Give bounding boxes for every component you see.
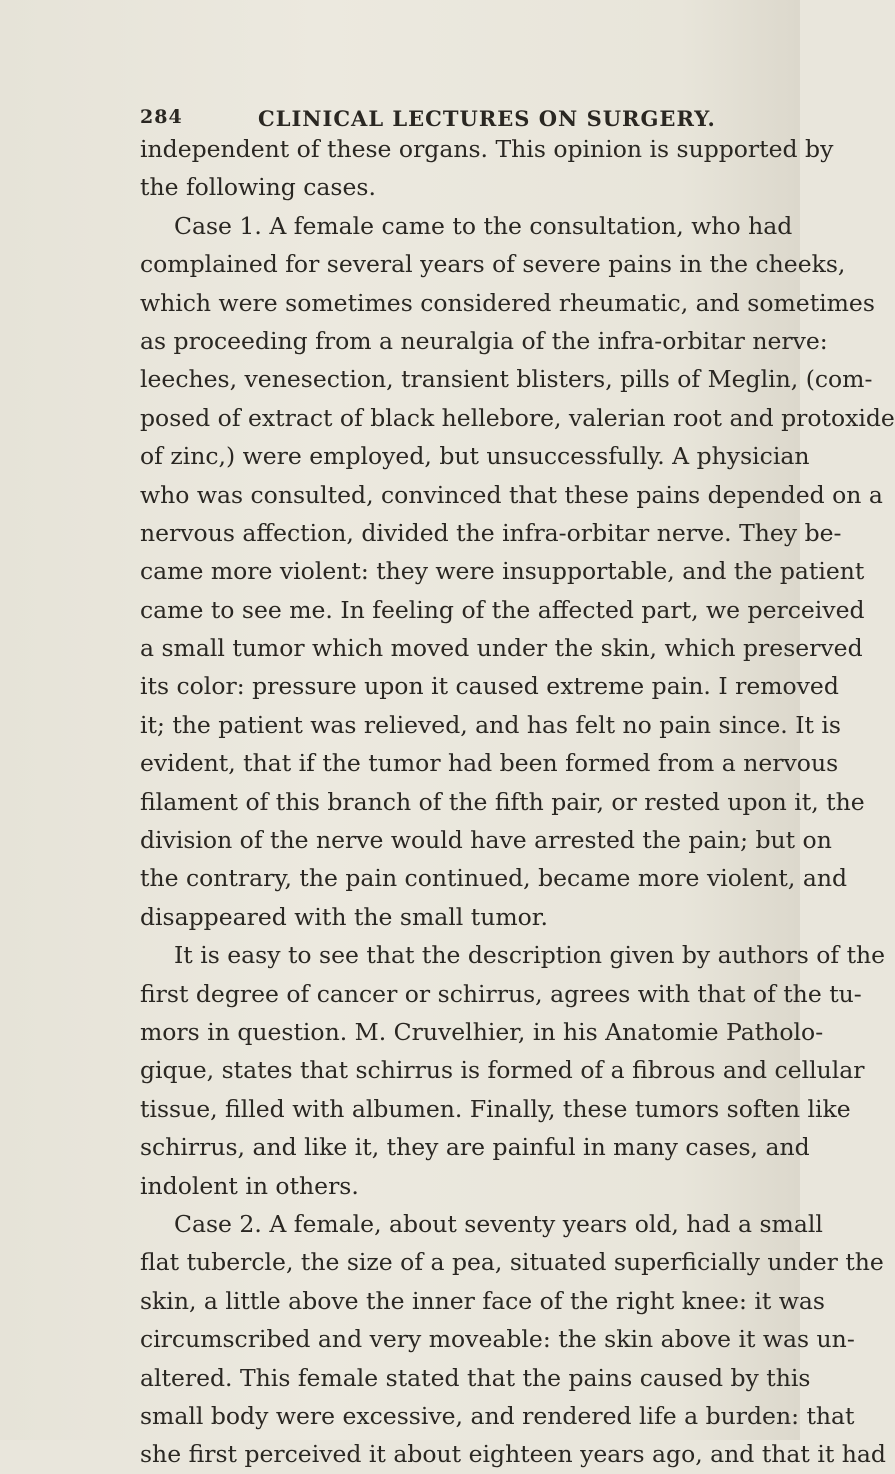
text-line: first degree of cancer or schirrus, agrees with that of the tu- xyxy=(140,979,862,1008)
text-line: came more violent: they were insupportable, and the patient xyxy=(140,557,865,586)
text-line: altered. This female stated that the pains caused by this xyxy=(140,1363,811,1392)
text-line: posed of extract of black hellebore, valerian root and protoxide xyxy=(140,403,895,432)
text-line: its color: pressure upon it caused extreme pain. I removed xyxy=(140,672,839,701)
running-title: CLINICAL LECTURES ON SURGERY. xyxy=(258,106,716,131)
text-line: came to see me. In feeling of the affected part, we perceived xyxy=(140,595,865,624)
text-line: It is easy to see that the description given by authors of the xyxy=(174,941,886,970)
text-line: circumscribed and very moveable: the skin above it was un- xyxy=(140,1325,855,1354)
text-line: evident, that if the tumor had been formed from a nervous xyxy=(140,749,839,778)
text-line: it; the patient was relieved, and has felt no pain since. It is xyxy=(140,710,841,739)
text-line: complained for several years of severe pains in the cheeks, xyxy=(140,250,846,279)
text-line: as proceeding from a neuralgia of the infra-orbitar nerve: xyxy=(140,326,828,355)
text-line: Case 1. A female came to the consultation, who had xyxy=(174,211,793,240)
page-number: 284 xyxy=(140,106,183,128)
text-line: she first perceived it about eighteen years ago, and that it had xyxy=(140,1440,886,1469)
text-line: disappeared with the small tumor. xyxy=(140,902,548,931)
text-line: schirrus, and like it, they are painful in many cases, and xyxy=(140,1133,810,1162)
text-line: independent of these organs. This opinion is supported by xyxy=(140,135,834,163)
text-line: a small tumor which moved under the skin, which preserved xyxy=(140,634,863,663)
text-line: gique, states that schirrus is formed of a fibrous and cellular xyxy=(140,1056,865,1085)
body-text xyxy=(140,130,895,1474)
text-line: which were sometimes considered rheumatic, and sometimes xyxy=(140,288,875,317)
text-line: mors in question. M. Cruvelhier, in his Anatomie Patholo- xyxy=(140,1017,824,1046)
text-line: division of the nerve would have arrested the pain; but on xyxy=(140,826,832,855)
text-line: small body were excessive, and rendered life a burden: that xyxy=(140,1401,855,1430)
text-line: who was consulted, convinced that these pains depended on a xyxy=(140,480,883,509)
text-line: filament of this branch of the fifth pair, or rested upon it, the xyxy=(140,787,865,816)
text-line: flat tubercle, the size of a pea, situated superficially under the xyxy=(140,1248,884,1277)
text-line: leeches, venesection, transient blisters, pills of Meglin, (com- xyxy=(140,365,873,394)
text-line: indolent in others. xyxy=(140,1171,359,1200)
text-line: Case 2. A female, about seventy years old, had a small xyxy=(174,1209,823,1238)
text-line: tissue, filled with albumen. Finally, these tumors soften like xyxy=(140,1094,851,1123)
text-line: of zinc,) were employed, but unsuccessfully. A physician xyxy=(140,442,810,471)
text-line: skin, a little above the inner face of the right knee: it was xyxy=(140,1286,825,1315)
text-line: the contrary, the pain continued, became more violent, and xyxy=(140,864,848,893)
text-line: the following cases. xyxy=(140,173,376,202)
text-line: nervous affection, divided the infra-orbitar nerve. They be- xyxy=(140,518,842,547)
